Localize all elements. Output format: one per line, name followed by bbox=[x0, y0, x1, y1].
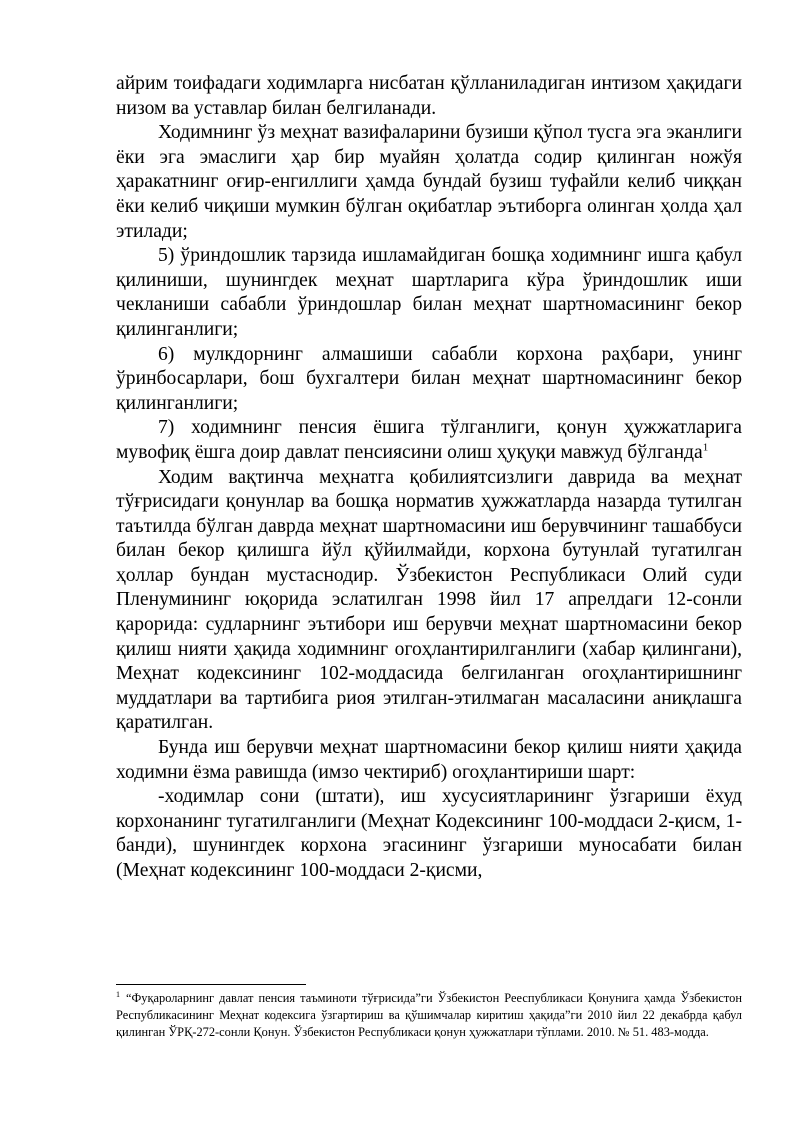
paragraph-temporary-disability: Ходим вақтинча меҳнатга қобилиятсизлиги даврида ва меҳнат тўғрисидаги қонунлар ва бошқа норматив ҳужжатларда назарда тутилган таътилда бўлган даврда меҳнат шартномасини иш берувчининг ташаббуси билан бекор қилишга йўл қўйилмайди, корхона бутунлай тугатилган ҳоллар бундан мустаснодир. Ўзбекистон Республикаси Олий суди Пленумининг юқорида эслатилган 1998 йил 17 апрелдаги 12-сонли қарорида: судларнинг эътибори иш берувчи меҳнат шартномасини бекор қилиш нияти ҳақида ходимнинг огоҳлантирилганлиги (хабар қилингани), Меҳнат кодексининг 102-моддасида белгиланган огоҳлантиришнинг муддатлари ва тартибига риоя этилган-этилмаган масаласини аниқлашга қаратилган. bbox=[116, 466, 742, 734]
list-item-5: 5) ўриндошлик тарзида ишламайдиган бошқа ходимнинг ишга қабул қилиниши, шунингдек меҳнат шартларига кўра ўриндошлик иши чекланиши сабабли ўриндошлар билан меҳнат шартномасининг бекор қилинганлиги; bbox=[116, 245, 742, 340]
list-item-6: 6) мулкдорнинг алмашиши сабабли корхона раҳбари, унинг ўринбосарлари, бош бухгалтери билан меҳнат шартномасининг бекор қилинганлиги; bbox=[116, 343, 742, 414]
footnote-marker: 1 bbox=[116, 989, 120, 999]
paragraph-written-notice: Бунда иш берувчи меҳнат шартномасини бекор қилиш нияти ҳақида ходимни ёзма равишда (имзо чектириб) огоҳлантириши шарт: bbox=[116, 737, 742, 783]
paragraph-continuation: айрим тоифадаги ходимларга нисбатан қўлланиладиган интизом ҳақидаги низом ва уставлар билан белгиланади. bbox=[116, 73, 742, 119]
paragraph-staff-reduction: -ходимлар сони (штати), иш хусусиятларининг ўзгариши ёхуд корхонанинг тугатилганлиги (Меҳнат Кодексининг 100-моддаси 2-қисм, 1-банди), шунингдек корхона эгасининг ўзгариши муносабати билан (Меҳнат кодексининг 100-моддаси 2-қисми, bbox=[116, 786, 742, 881]
paragraph-violation-assessment: Ходимнинг ўз меҳнат вазифаларини бузиши қўпол тусга эга эканлиги ёки эга эмаслиги ҳар бир муайян ҳолатда содир қилинган ножўя ҳаракатнинг оғир-енгиллиги ҳамда бундай бузиш туфайли келиб чиққан ёки келиб чиқиши мумкин бўлган оқибатлар эътиборга олинган ҳолда ҳал этилади; bbox=[116, 122, 742, 242]
document-body bbox=[116, 72, 742, 884]
footnote bbox=[116, 990, 742, 1042]
footnote-separator bbox=[116, 984, 306, 985]
footnote-text: “Фуқароларнинг давлат пенсия таъминоти тўғрисида”ги Ўзбекистон Рееспубликаси Қонунига ҳамда Ўзбекистон Республикасининг Меҳнат кодексига ўзгартириш ва қўшимчалар киритиш ҳақида”ги 2010 йил 22 декабрда қабул қилинган ЎРҚ-272-сонли Қонун. Ўзбекистон Республикаси қонун ҳужжатлари тўплами. 2010. № 51. 483-модда. bbox=[116, 991, 742, 1040]
footnote-reference[interactable]: 1 bbox=[702, 441, 709, 454]
list-item-7-text: 7) ходимнинг пенсия ёшига тўлганлиги, қонун ҳужжатларига мувофиқ ёшга доир давлат пенсиясини олиш ҳуқуқи мавжуд бўлганда bbox=[116, 417, 742, 463]
list-item-7 bbox=[116, 416, 742, 465]
